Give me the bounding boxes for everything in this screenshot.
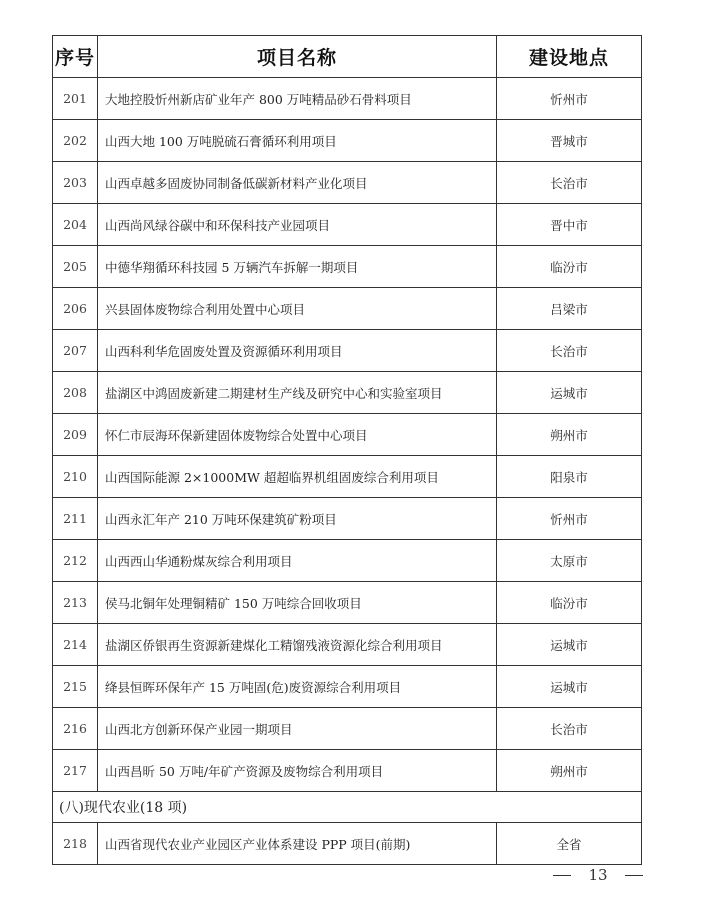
project-name: 山西西山华通粉煤灰综合利用项目 xyxy=(98,540,497,582)
row-number: 203 xyxy=(53,162,98,204)
table-body-a xyxy=(53,78,642,792)
project-name: 兴县固体废物综合利用处置中心项目 xyxy=(98,288,497,330)
project-location: 运城市 xyxy=(497,666,642,708)
project-name: 山西科利华危固废处置及资源循环利用项目 xyxy=(98,330,497,372)
project-name: 山西昌昕 50 万吨/年矿产资源及废物综合利用项目 xyxy=(98,750,497,792)
table-row xyxy=(53,204,642,246)
project-name: 山西卓越多固废协同制备低碳新材料产业化项目 xyxy=(98,162,497,204)
row-number: 206 xyxy=(53,288,98,330)
header-location: 建设地点 xyxy=(497,36,642,78)
project-name: 山西国际能源 2×1000MW 超超临界机组固废综合利用项目 xyxy=(98,456,497,498)
project-name: 中德华翔循环科技园 5 万辆汽车拆解一期项目 xyxy=(98,246,497,288)
row-number: 212 xyxy=(53,540,98,582)
project-name: 山西永汇年产 210 万吨环保建筑矿粉项目 xyxy=(98,498,497,540)
project-name: 大地控股忻州新店矿业年产 800 万吨精品砂石骨料项目 xyxy=(98,78,497,120)
row-number: 204 xyxy=(53,204,98,246)
project-location: 阳泉市 xyxy=(497,456,642,498)
table-row xyxy=(53,288,642,330)
project-name: 山西省现代农业产业园区产业体系建设 PPP 项目(前期) xyxy=(98,823,497,865)
project-location: 忻州市 xyxy=(497,498,642,540)
project-location: 全省 xyxy=(497,823,642,865)
project-name: 山西大地 100 万吨脱硫石膏循环利用项目 xyxy=(98,120,497,162)
section-title: (八)现代农业(18 项) xyxy=(53,792,642,823)
project-location: 长治市 xyxy=(497,162,642,204)
table-row xyxy=(53,78,642,120)
project-name: 盐湖区中鸿固废新建二期建材生产线及研究中心和实验室项目 xyxy=(98,372,497,414)
row-number: 211 xyxy=(53,498,98,540)
table-row xyxy=(53,414,642,456)
row-number: 202 xyxy=(53,120,98,162)
project-location: 长治市 xyxy=(497,330,642,372)
table-row xyxy=(53,708,642,750)
table-row xyxy=(53,582,642,624)
table-row xyxy=(53,162,642,204)
project-location: 忻州市 xyxy=(497,78,642,120)
project-location: 太原市 xyxy=(497,540,642,582)
project-location: 吕梁市 xyxy=(497,288,642,330)
row-number: 207 xyxy=(53,330,98,372)
table-row xyxy=(53,540,642,582)
row-number: 217 xyxy=(53,750,98,792)
page-footer xyxy=(553,866,643,884)
table-row xyxy=(53,750,642,792)
table-row xyxy=(53,330,642,372)
project-location: 运城市 xyxy=(497,372,642,414)
project-name: 侯马北铜年处理铜精矿 150 万吨综合回收项目 xyxy=(98,582,497,624)
table-row xyxy=(53,823,642,865)
project-name: 山西北方创新环保产业园一期项目 xyxy=(98,708,497,750)
row-number: 218 xyxy=(53,823,98,865)
footer-dash-left xyxy=(553,875,571,876)
page-number: 13 xyxy=(588,866,608,884)
project-location: 晋城市 xyxy=(497,120,642,162)
project-name: 盐湖区侨银再生资源新建煤化工精馏残液资源化综合利用项目 xyxy=(98,624,497,666)
table-row xyxy=(53,372,642,414)
row-number: 214 xyxy=(53,624,98,666)
project-name: 山西尚风绿谷碳中和环保科技产业园项目 xyxy=(98,204,497,246)
project-location: 临汾市 xyxy=(497,246,642,288)
project-location: 晋中市 xyxy=(497,204,642,246)
table-row xyxy=(53,456,642,498)
project-table xyxy=(52,35,642,865)
row-number: 209 xyxy=(53,414,98,456)
section-row xyxy=(53,792,642,823)
header-name: 项目名称 xyxy=(98,36,497,78)
table-row xyxy=(53,120,642,162)
row-number: 215 xyxy=(53,666,98,708)
project-location: 朔州市 xyxy=(497,414,642,456)
project-name: 绛县恒晖环保年产 15 万吨固(危)废资源综合利用项目 xyxy=(98,666,497,708)
table-row xyxy=(53,666,642,708)
row-number: 213 xyxy=(53,582,98,624)
project-location: 运城市 xyxy=(497,624,642,666)
table-body-b xyxy=(53,823,642,865)
table-header-row xyxy=(53,36,642,78)
project-location: 临汾市 xyxy=(497,582,642,624)
table-row xyxy=(53,498,642,540)
footer-dash-right xyxy=(625,875,643,876)
project-location: 长治市 xyxy=(497,708,642,750)
row-number: 210 xyxy=(53,456,98,498)
row-number: 205 xyxy=(53,246,98,288)
project-name: 怀仁市辰海环保新建固体废物综合处置中心项目 xyxy=(98,414,497,456)
row-number: 216 xyxy=(53,708,98,750)
table-row xyxy=(53,246,642,288)
header-no: 序号 xyxy=(53,36,98,78)
table-row xyxy=(53,624,642,666)
row-number: 208 xyxy=(53,372,98,414)
row-number: 201 xyxy=(53,78,98,120)
project-location: 朔州市 xyxy=(497,750,642,792)
